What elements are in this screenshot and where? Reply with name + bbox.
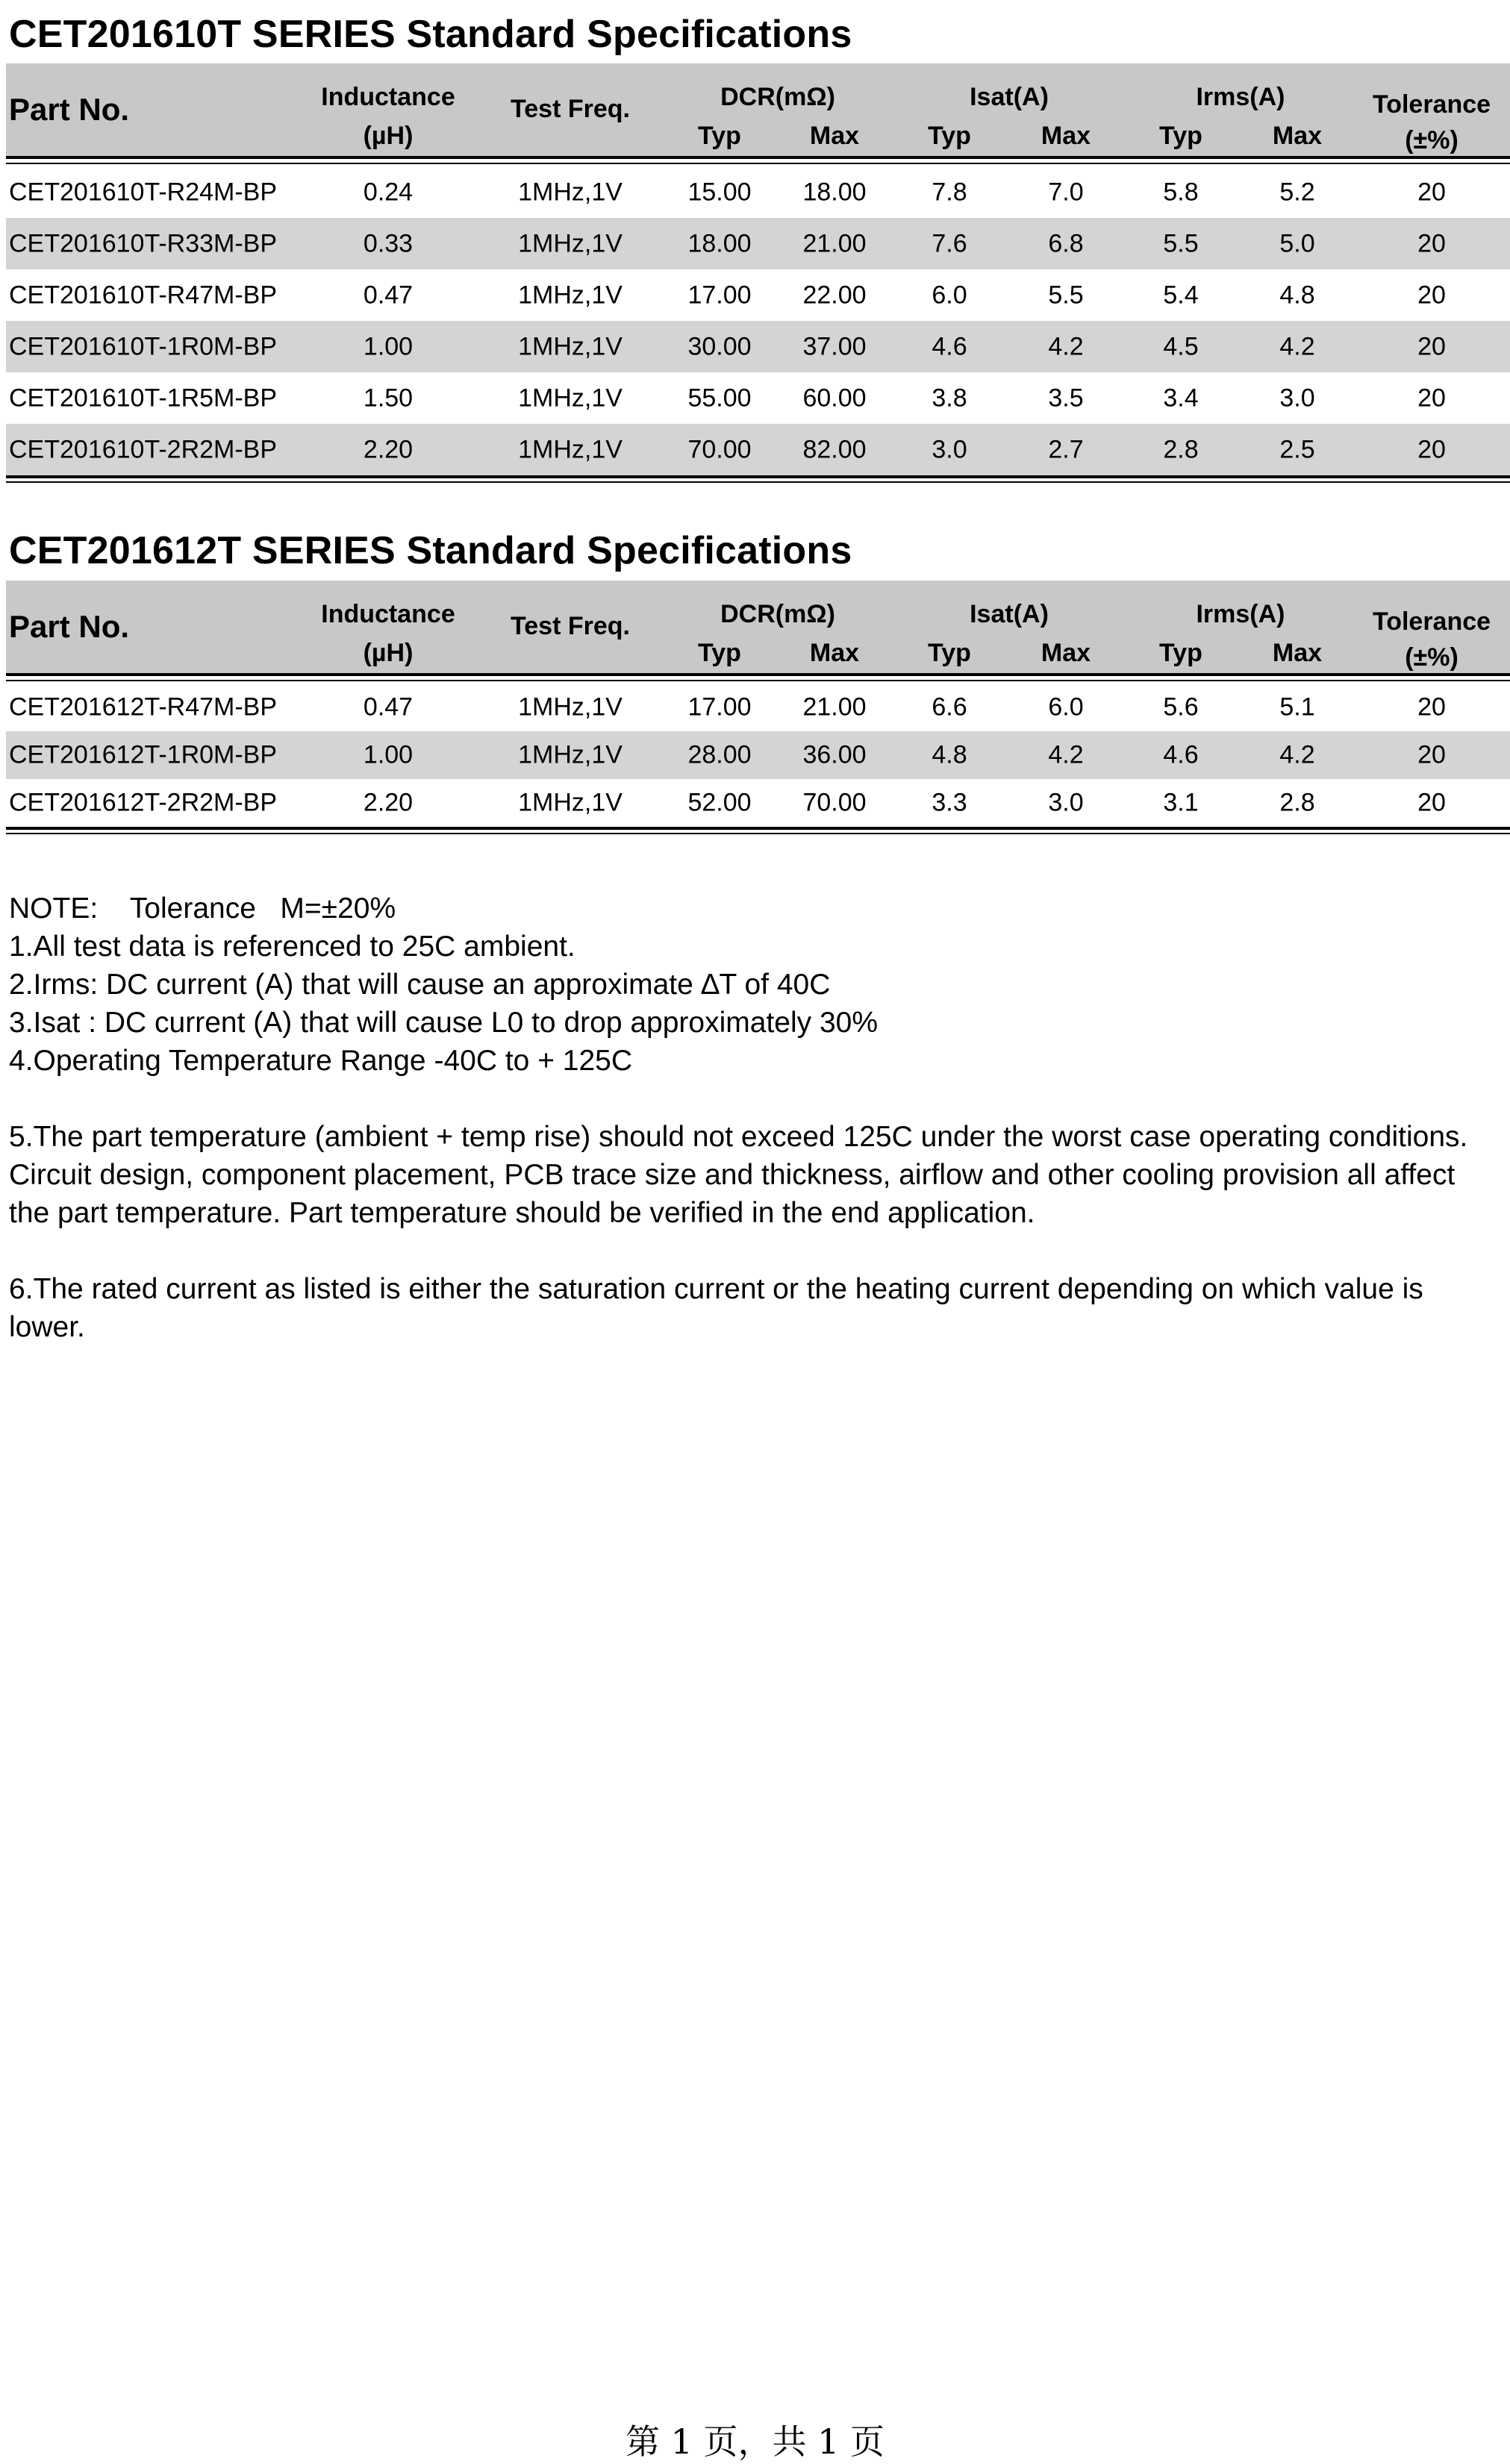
- cell-irms-max: 4.2: [1279, 332, 1315, 360]
- cell-irms-max: 5.1: [1279, 692, 1315, 722]
- table-body: [6, 166, 1510, 475]
- cell-inductance: 2.20: [363, 435, 414, 463]
- cell-test-freq: 1MHz,1V: [518, 332, 623, 360]
- header-part-no: Part No.: [9, 609, 130, 644]
- header-tolerance: Tolerance: [1372, 607, 1491, 636]
- table-bottom-rule-secondary: [6, 481, 1510, 483]
- header-rule-secondary: [6, 163, 1510, 164]
- cell-part-no: CET201610T-R47M-BP: [9, 281, 278, 309]
- spec-table: [6, 63, 1510, 483]
- page-footer: 第 1 页，共 1 页: [625, 2421, 885, 2462]
- note-item: 3.Isat : DC current (A) that will cause L0 to drop approximately 30%: [9, 1007, 879, 1039]
- cell-test-freq: 1MHz,1V: [518, 229, 623, 257]
- cell-part-no: CET201610T-1R0M-BP: [9, 332, 278, 360]
- table-row: [6, 731, 1510, 779]
- cell-part-no: CET201612T-R47M-BP: [9, 692, 278, 722]
- cell-tolerance: 20: [1417, 435, 1446, 463]
- cell-irms-typ: 2.8: [1163, 435, 1199, 463]
- header-irms: Irms(A): [1196, 83, 1285, 111]
- cell-isat-typ: 6.6: [932, 692, 967, 722]
- cell-isat-typ: 4.6: [932, 332, 967, 360]
- header-dcr-max: Max: [809, 639, 860, 667]
- table-bottom-rule-secondary: [6, 833, 1510, 834]
- cell-tolerance: 20: [1417, 692, 1446, 722]
- cell-part-no: CET201610T-R33M-BP: [9, 229, 278, 257]
- cell-isat-max: 5.5: [1048, 281, 1084, 309]
- header-rule: [6, 673, 1510, 676]
- cell-isat-max: 4.2: [1048, 740, 1084, 769]
- cell-isat-typ: 3.0: [932, 435, 967, 463]
- cell-dcr-typ: 17.00: [687, 281, 752, 309]
- note-item: 2.Irms: DC current (A) that will cause an approximate ∆T of 40C: [9, 969, 831, 1001]
- header-irms-typ: Typ: [1159, 122, 1202, 150]
- table-row: [6, 321, 1510, 372]
- cell-isat-max: 4.2: [1048, 332, 1084, 360]
- cell-isat-max: 7.0: [1048, 178, 1084, 206]
- cell-tolerance: 20: [1417, 281, 1446, 309]
- cell-dcr-max: 21.00: [802, 692, 867, 722]
- note-item: 1.All test data is referenced to 25C ambient.: [9, 931, 575, 963]
- cell-irms-typ: 5.6: [1163, 692, 1199, 722]
- cell-dcr-max: 70.00: [802, 788, 867, 817]
- header-tolerance: Tolerance: [1372, 90, 1491, 119]
- table-bottom-rule: [6, 475, 1510, 478]
- cell-isat-typ: 4.8: [932, 740, 967, 769]
- cell-inductance: 0.47: [363, 692, 414, 722]
- cell-dcr-typ: 15.00: [687, 178, 752, 206]
- note-heading: NOTE: Tolerance M=±20%: [9, 892, 396, 925]
- header-dcr-max: Max: [809, 122, 860, 150]
- cell-irms-max: 2.5: [1279, 435, 1315, 463]
- cell-dcr-typ: 30.00: [687, 332, 752, 360]
- spec-table: [6, 581, 1510, 834]
- cell-irms-max: 2.8: [1279, 788, 1315, 817]
- header-rule-secondary: [6, 680, 1510, 681]
- cell-test-freq: 1MHz,1V: [518, 788, 623, 817]
- cell-irms-typ: 5.5: [1163, 229, 1199, 257]
- cell-part-no: CET201610T-R24M-BP: [9, 178, 278, 206]
- cell-test-freq: 1MHz,1V: [518, 281, 623, 309]
- cell-dcr-max: 36.00: [802, 740, 867, 769]
- header-dcr-typ: Typ: [698, 122, 741, 150]
- header-dcr: DCR(mΩ): [720, 83, 835, 111]
- header-tolerance-unit: (±%): [1405, 643, 1458, 672]
- cell-irms-typ: 4.6: [1163, 740, 1199, 769]
- header-irms-max: Max: [1272, 639, 1323, 667]
- header-rule: [6, 156, 1510, 159]
- table-title: CET201612T SERIES Standard Specifications: [9, 529, 852, 572]
- table-row: [6, 424, 1510, 475]
- cell-irms-max: 3.0: [1279, 384, 1315, 412]
- cell-irms-typ: 3.4: [1163, 384, 1199, 412]
- header-tolerance-unit: (±%): [1405, 126, 1458, 154]
- cell-part-no: CET201610T-1R5M-BP: [9, 384, 278, 412]
- note-paragraph-5: 5.The part temperature (ambient + temp rise) should not exceed 125C under the worst case operating conditions. Circuit design, component placement, PCB trace size and thickness, airflow and other cooling provision all affect the part temperature. Part temperature should be verified in the end application.: [9, 1121, 1468, 1229]
- cell-dcr-typ: 70.00: [687, 435, 752, 463]
- header-test-freq: Test Freq.: [511, 612, 630, 640]
- cell-test-freq: 1MHz,1V: [518, 384, 623, 412]
- cell-isat-max: 6.0: [1048, 692, 1084, 722]
- header-irms: Irms(A): [1196, 600, 1285, 628]
- cell-irms-max: 4.8: [1279, 281, 1315, 309]
- cell-isat-max: 6.8: [1048, 229, 1084, 257]
- header-irms-max: Max: [1272, 122, 1323, 150]
- cell-isat-typ: 7.6: [932, 229, 967, 257]
- cell-test-freq: 1MHz,1V: [518, 435, 623, 463]
- header-dcr: DCR(mΩ): [720, 600, 835, 628]
- table-row: [6, 372, 1510, 424]
- cell-irms-typ: 3.1: [1163, 788, 1199, 817]
- table-row: [6, 779, 1510, 827]
- cell-part-no: CET201610T-2R2M-BP: [9, 435, 278, 463]
- table-header: [6, 581, 1510, 673]
- cell-dcr-max: 18.00: [802, 178, 867, 206]
- cell-dcr-max: 22.00: [802, 281, 867, 309]
- cell-isat-typ: 3.8: [932, 384, 967, 412]
- cell-irms-typ: 5.4: [1163, 281, 1199, 309]
- header-isat: Isat(A): [970, 83, 1049, 111]
- header-isat-max: Max: [1041, 122, 1091, 150]
- cell-inductance: 2.20: [363, 788, 414, 817]
- cell-test-freq: 1MHz,1V: [518, 740, 623, 769]
- cell-irms-max: 5.2: [1279, 178, 1315, 206]
- notes-section: [9, 889, 1494, 1346]
- cell-dcr-typ: 18.00: [687, 229, 752, 257]
- header-test-freq: Test Freq.: [511, 95, 630, 123]
- cell-tolerance: 20: [1417, 788, 1446, 817]
- header-part-no: Part No.: [9, 92, 130, 127]
- cell-isat-typ: 7.8: [932, 178, 967, 206]
- table-row: [6, 269, 1510, 321]
- table-row: [6, 218, 1510, 269]
- cell-isat-typ: 3.3: [932, 788, 967, 817]
- cell-dcr-typ: 55.00: [687, 384, 752, 412]
- cell-dcr-typ: 28.00: [687, 740, 752, 769]
- cell-tolerance: 20: [1417, 384, 1446, 412]
- cell-tolerance: 20: [1417, 178, 1446, 206]
- cell-irms-max: 4.2: [1279, 740, 1315, 769]
- cell-part-no: CET201612T-1R0M-BP: [9, 740, 278, 769]
- header-isat-max: Max: [1041, 639, 1091, 667]
- cell-tolerance: 20: [1417, 740, 1446, 769]
- cell-inductance: 0.47: [363, 281, 414, 309]
- header-irms-typ: Typ: [1159, 639, 1202, 667]
- header-inductance: Inductance: [321, 600, 455, 628]
- cell-tolerance: 20: [1417, 332, 1446, 360]
- cell-irms-typ: 5.8: [1163, 178, 1199, 206]
- note-paragraph-6: 6.The rated current as listed is either the saturation current or the heating current depending on which value is lower.: [9, 1273, 1423, 1343]
- cell-isat-max: 2.7: [1048, 435, 1084, 463]
- header-inductance-unit: (µH): [363, 639, 414, 667]
- cell-test-freq: 1MHz,1V: [518, 178, 623, 206]
- note-item: 4.Operating Temperature Range -40C to + 125C: [9, 1045, 633, 1077]
- table-row: [6, 166, 1510, 218]
- cell-dcr-typ: 17.00: [687, 692, 752, 722]
- cell-dcr-typ: 52.00: [687, 788, 752, 817]
- cell-test-freq: 1MHz,1V: [518, 692, 623, 722]
- cell-irms-max: 5.0: [1279, 229, 1315, 257]
- table-title: CET201610T SERIES Standard Specifications: [9, 13, 852, 56]
- cell-isat-max: 3.0: [1048, 788, 1084, 817]
- header-inductance-unit: (µH): [363, 122, 414, 150]
- table-body: [6, 684, 1510, 827]
- table-bottom-rule: [6, 827, 1510, 830]
- cell-irms-typ: 4.5: [1163, 332, 1199, 360]
- cell-inductance: 1.00: [363, 332, 414, 360]
- cell-tolerance: 20: [1417, 229, 1446, 257]
- cell-dcr-max: 82.00: [802, 435, 867, 463]
- cell-inductance: 1.00: [363, 740, 414, 769]
- cell-dcr-max: 37.00: [802, 332, 867, 360]
- table-header: [6, 63, 1510, 156]
- header-isat: Isat(A): [970, 600, 1049, 628]
- cell-inductance: 0.33: [363, 229, 414, 257]
- header-inductance: Inductance: [321, 83, 455, 111]
- cell-dcr-max: 21.00: [802, 229, 867, 257]
- cell-isat-typ: 6.0: [932, 281, 967, 309]
- header-isat-typ: Typ: [928, 639, 971, 667]
- table-row: [6, 684, 1510, 731]
- header-dcr-typ: Typ: [698, 639, 741, 667]
- cell-inductance: 1.50: [363, 384, 414, 412]
- cell-part-no: CET201612T-2R2M-BP: [9, 788, 278, 817]
- cell-inductance: 0.24: [363, 178, 414, 206]
- cell-isat-max: 3.5: [1048, 384, 1084, 412]
- header-isat-typ: Typ: [928, 122, 971, 150]
- cell-dcr-max: 60.00: [802, 384, 867, 412]
